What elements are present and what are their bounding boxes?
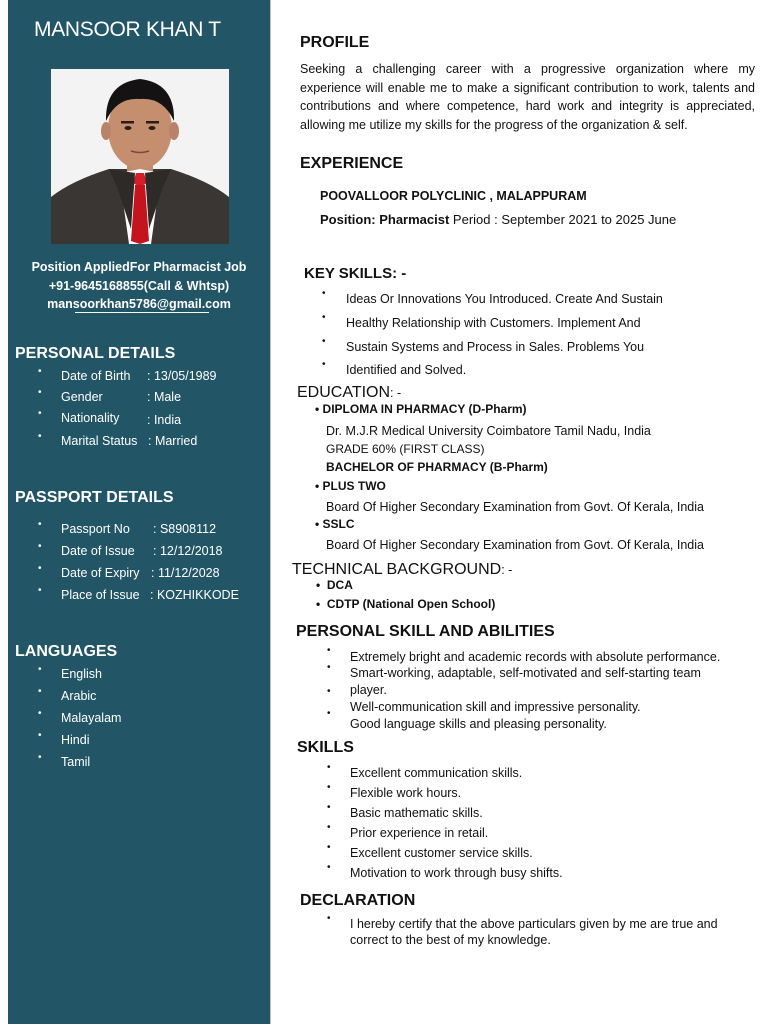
declaration-heading: DECLARATION <box>300 892 416 909</box>
bullet-icon: • <box>38 708 42 719</box>
technical-label: CDTP (National Open School) <box>326 597 496 611</box>
bullet-icon: • <box>38 519 42 530</box>
technical-heading-suffix: : - <box>501 563 513 577</box>
experience-period: Period : September 2021 to 2025 June <box>449 212 677 227</box>
experience-heading: EXPERIENCE <box>300 155 404 172</box>
bullet-icon: • <box>38 752 42 763</box>
bullet-icon: • <box>327 762 331 773</box>
language-label: Arabic <box>61 689 97 703</box>
bullet-icon: • <box>315 479 323 493</box>
candidate-name: MANSOOR KHAN T <box>34 18 221 41</box>
technical-label: DCA <box>326 578 353 592</box>
bullet-icon: • <box>322 288 326 299</box>
language-label: Tamil <box>61 755 91 769</box>
language-label: English <box>61 667 102 681</box>
technical-item <box>316 597 495 611</box>
education-sslc <box>315 517 355 531</box>
detail-value: : S8908112 <box>153 522 217 536</box>
bullet-icon: • <box>327 842 331 853</box>
education-diploma-university: Dr. M.J.R Medical University Coimbatore Tamil Nadu, India <box>326 424 651 438</box>
bullet-icon: • <box>38 730 42 741</box>
bullet-icon: • <box>322 312 326 323</box>
passport-details-heading: PASSPORT DETAILS <box>15 489 174 506</box>
profile-photo <box>51 69 229 244</box>
personal-skill-line: Extremely bright and academic records with absolute performance. <box>350 650 721 664</box>
bullet-icon: • <box>38 664 42 675</box>
education-plus-two <box>315 479 386 493</box>
education-heading: EDUCATION <box>297 384 391 401</box>
detail-value: : 11/12/2028 <box>151 566 220 580</box>
bullet-icon: • <box>315 517 323 531</box>
diploma-title: DIPLOMA IN PHARMACY (D-Pharm) <box>322 402 527 416</box>
skill-item: Excellent communication skills. <box>350 766 523 780</box>
technical-item <box>316 578 353 592</box>
declaration-line: I hereby certify that the above particulars given by me are true and <box>350 917 718 931</box>
detail-label: Date of Birth <box>61 369 131 383</box>
detail-label: Passport No <box>61 522 130 536</box>
detail-value: : Male <box>147 390 182 404</box>
skill-item: Prior experience in retail. <box>350 826 489 840</box>
technical-heading: TECHNICAL BACKGROUND <box>292 561 502 578</box>
detail-label: Nationality <box>61 411 120 425</box>
personal-skill-line: Good language skills and pleasing personality. <box>350 717 607 731</box>
declaration-line: correct to the best of my knowledge. <box>350 933 551 947</box>
bullet-icon: • <box>327 708 331 719</box>
detail-label: Date of Issue <box>61 544 135 558</box>
key-skill-item: Identified and Solved. <box>346 363 467 377</box>
sidebar <box>8 0 270 1024</box>
phone-number: +91-9645168855(Call & Whtsp) <box>48 279 230 293</box>
bullet-icon: • <box>327 822 331 833</box>
skill-item: Excellent customer service skills. <box>350 846 533 860</box>
bullet-icon: • <box>38 563 42 574</box>
bullet-icon: • <box>327 686 331 697</box>
bullet-icon: • <box>315 402 323 416</box>
personal-skill-line: player. <box>350 683 387 697</box>
education-bachelor: BACHELOR OF PHARMACY (B-Pharm) <box>326 460 548 474</box>
personal-skill-line: Well-communication skill and impressive personality. <box>350 700 641 714</box>
skill-item: Flexible work hours. <box>350 786 462 800</box>
column-divider <box>270 0 271 1024</box>
bullet-icon: • <box>38 431 42 442</box>
education-heading-line <box>297 384 401 402</box>
experience-company: POOVALLOOR POLYCLINIC , MALAPPURAM <box>320 189 587 203</box>
detail-value: : India <box>147 413 182 427</box>
profile-text: Seeking a challenging career with a progressive organization where my experience will enable me to make a significant contribution to work, talents and contributions and where competence, hard work and integrity is appreciated, allowing me utilize my skills for the progress of the organization & self. <box>300 62 755 132</box>
detail-value: : 12/12/2018 <box>153 544 223 558</box>
languages-heading: LANGUAGES <box>15 643 118 660</box>
bullet-icon: • <box>316 578 327 592</box>
language-label: Hindi <box>61 733 90 747</box>
bullet-icon: • <box>327 662 331 673</box>
personal-details-heading: PERSONAL DETAILS <box>15 345 176 362</box>
bullet-icon: • <box>322 359 326 370</box>
email-underline <box>75 312 209 313</box>
education-plus-two-board: Board Of Higher Secondary Examination from Govt. Of Kerala, India <box>326 500 704 514</box>
education-sslc-board: Board Of Higher Secondary Examination from Govt. Of Kerala, India <box>326 538 704 552</box>
detail-value: : KOZHIKKODE <box>150 588 239 602</box>
education-diploma <box>315 402 527 416</box>
email-line <box>8 297 270 311</box>
bullet-icon: • <box>38 366 42 377</box>
email-link[interactable]: mansoorkhan5786@gmail.com <box>47 297 231 311</box>
key-skill-item: Healthy Relationship with Customers. Implement And <box>346 316 641 330</box>
detail-label: Marital Status <box>61 434 138 448</box>
bullet-icon: • <box>38 585 42 596</box>
personal-skills-heading: PERSONAL SKILL AND ABILITIES <box>296 623 555 640</box>
bullet-icon: • <box>327 862 331 873</box>
profile-heading: PROFILE <box>300 34 370 51</box>
personal-skill-line: Smart-working, adaptable, self-motivated and self-starting team <box>350 666 701 680</box>
detail-label: Gender <box>61 390 103 404</box>
detail-label: Date of Expiry <box>61 566 140 580</box>
education-heading-suffix: : - <box>390 386 402 400</box>
bullet-icon: • <box>316 597 327 611</box>
bullet-icon: • <box>327 782 331 793</box>
bullet-icon: • <box>327 645 331 656</box>
education-grade: GRADE 60% (FIRST CLASS) <box>326 442 485 456</box>
skill-item: Motivation to work through busy shifts. <box>350 866 563 880</box>
detail-label: Place of Issue <box>61 588 140 602</box>
detail-value: : Married <box>148 434 198 448</box>
experience-position: Position: Pharmacist <box>320 212 450 227</box>
key-skills-heading: KEY SKILLS: - <box>304 265 407 282</box>
technical-heading-line <box>292 561 512 579</box>
bullet-icon: • <box>38 408 42 419</box>
bullet-icon: • <box>322 336 326 347</box>
plus-two-title: PLUS TWO <box>322 479 386 493</box>
skill-item: Basic mathematic skills. <box>350 806 483 820</box>
bullet-icon: • <box>38 387 42 398</box>
position-applied: Position AppliedFor Pharmacist Job <box>31 260 247 274</box>
bullet-icon: • <box>38 686 42 697</box>
key-skill-item: Ideas Or Innovations You Introduced. Create And Sustain <box>346 292 663 306</box>
language-label: Malayalam <box>61 711 122 725</box>
detail-value: : 13/05/1989 <box>147 369 217 383</box>
bullet-icon: • <box>38 541 42 552</box>
key-skill-item: Sustain Systems and Process in Sales. Problems You <box>346 340 645 354</box>
bullet-icon: • <box>327 913 331 924</box>
experience-position-line <box>320 212 676 227</box>
bullet-icon: • <box>327 802 331 813</box>
sslc-title: SSLC <box>322 517 355 531</box>
skills-heading: SKILLS <box>297 739 354 756</box>
